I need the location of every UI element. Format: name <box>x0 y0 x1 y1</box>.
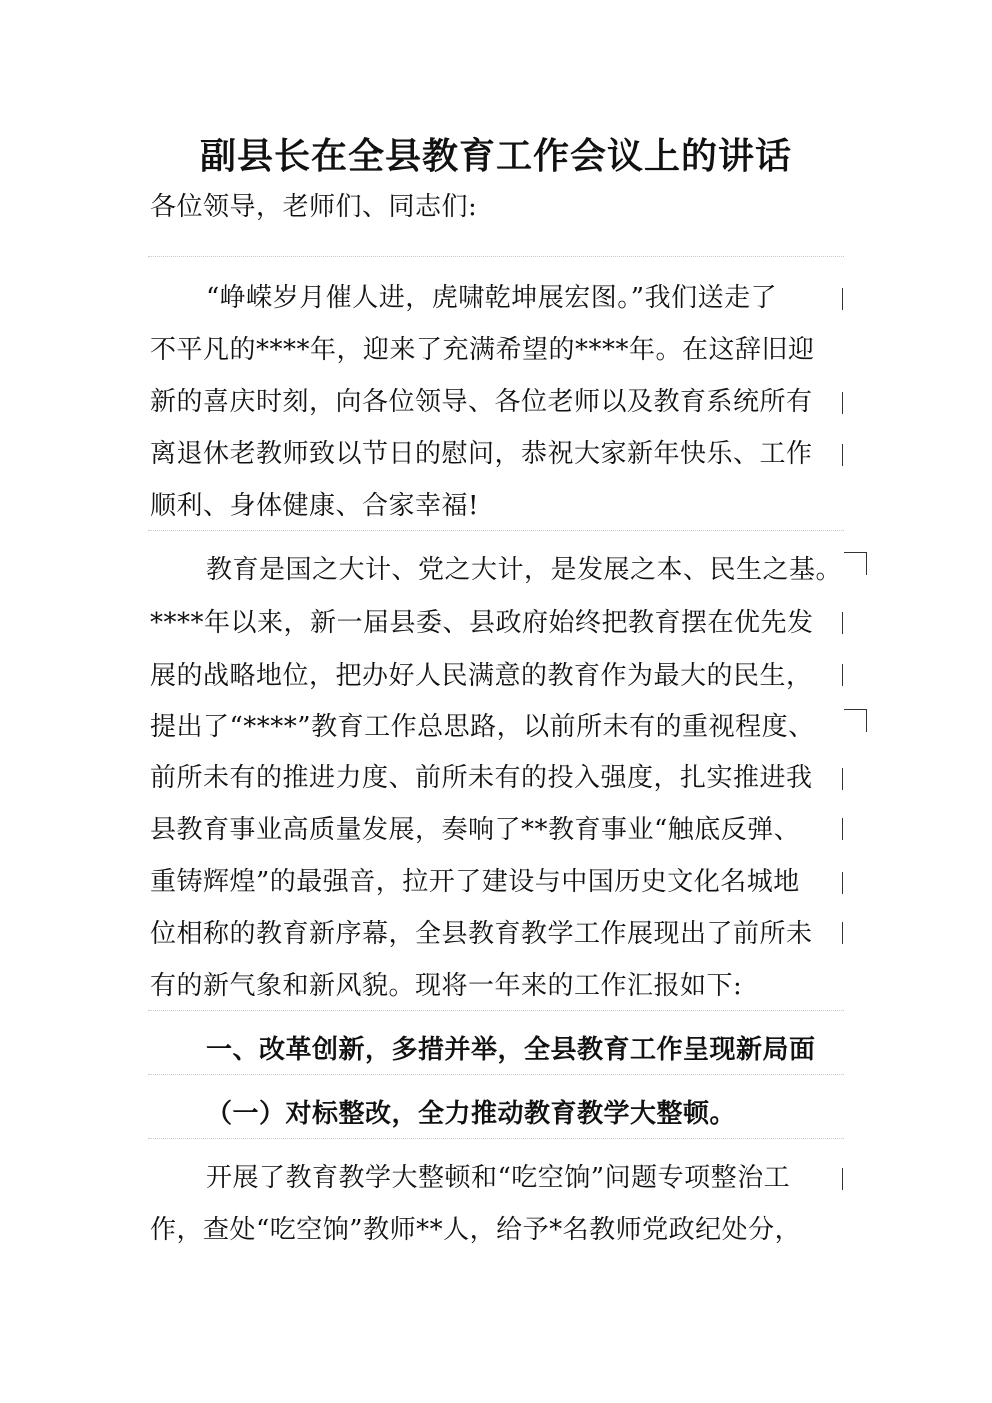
paragraph-3-line-1: 开展了教育教学大整顿和“吃空饷”问题专项整治工 <box>206 1163 791 1193</box>
paragraph-1-line-3: 新的喜庆时刻，向各位领导、各位老师以及教育系统所有 <box>150 387 813 417</box>
section-heading-2: （一）对标整改，全力推动教育教学大整顿。 <box>206 1099 737 1129</box>
salutation: 各位领导，老师们、同志们: <box>150 192 478 222</box>
margin-mark <box>842 288 843 310</box>
document-title: 副县长在全县教育工作会议上的讲话 <box>199 135 792 177</box>
paragraph-2-line-8: 位相称的教育新序幕，全县教育教学工作展现出了前所未 <box>150 919 813 949</box>
margin-mark <box>842 922 843 944</box>
margin-mark <box>842 444 843 466</box>
margin-mark <box>844 552 867 575</box>
margin-mark <box>842 664 843 686</box>
paragraph-divider <box>148 1010 844 1011</box>
margin-mark <box>842 818 843 840</box>
margin-mark <box>842 768 843 790</box>
paragraph-2-line-5: 前所未有的推进力度、前所未有的投入强度，扎实推进我 <box>150 763 813 793</box>
paragraph-1-line-2: 不平凡的****年，迎来了充满希望的****年。在这辞旧迎 <box>150 335 815 365</box>
paragraph-divider <box>148 1138 844 1139</box>
paragraph-divider <box>148 256 844 257</box>
section-heading-1: 一、改革创新，多措并举，全县教育工作呈现新局面 <box>206 1035 816 1065</box>
paragraph-3-line-2: 作，查处“吃空饷”教师**人，给予*名教师党政纪处分， <box>150 1215 802 1245</box>
paragraph-2-line-9: 有的新气象和新风貌。现将一年来的工作汇报如下: <box>150 971 743 1001</box>
paragraph-2-line-7: 重铸辉煌”的最强音，拉开了建设与中国历史文化名城地 <box>150 867 800 897</box>
paragraph-2-line-1: 教育是国之大计、党之大计，是发展之本、民生之基。 <box>206 555 843 585</box>
margin-mark <box>844 709 867 732</box>
paragraph-1-line-1: “峥嵘岁月催人进，虎啸乾坤展宏图。”我们送走了 <box>206 283 778 313</box>
margin-mark <box>842 872 843 894</box>
paragraph-2-line-2: ****年以来，新一届县委、县政府始终把教育摆在优先发 <box>150 608 814 638</box>
paragraph-1-line-4: 离退休老教师致以节日的慰问，恭祝大家新年快乐、工作 <box>150 439 813 469</box>
paragraph-2-line-3: 展的战略地位，把办好人民满意的教育作为最大的民生， <box>150 661 813 691</box>
paragraph-2-line-4: 提出了“****”教育工作总思路，以前所未有的重视程度、 <box>150 712 815 742</box>
paragraph-1-line-5: 顺利、身体健康、合家幸福! <box>150 491 479 521</box>
margin-mark <box>842 612 843 634</box>
paragraph-divider <box>148 530 844 531</box>
paragraph-divider <box>148 1074 844 1075</box>
margin-mark <box>842 392 843 414</box>
margin-mark <box>842 1168 843 1190</box>
paragraph-2-line-6: 县教育事业高质量发展，奏响了**教育事业“触底反弹、 <box>150 815 801 845</box>
